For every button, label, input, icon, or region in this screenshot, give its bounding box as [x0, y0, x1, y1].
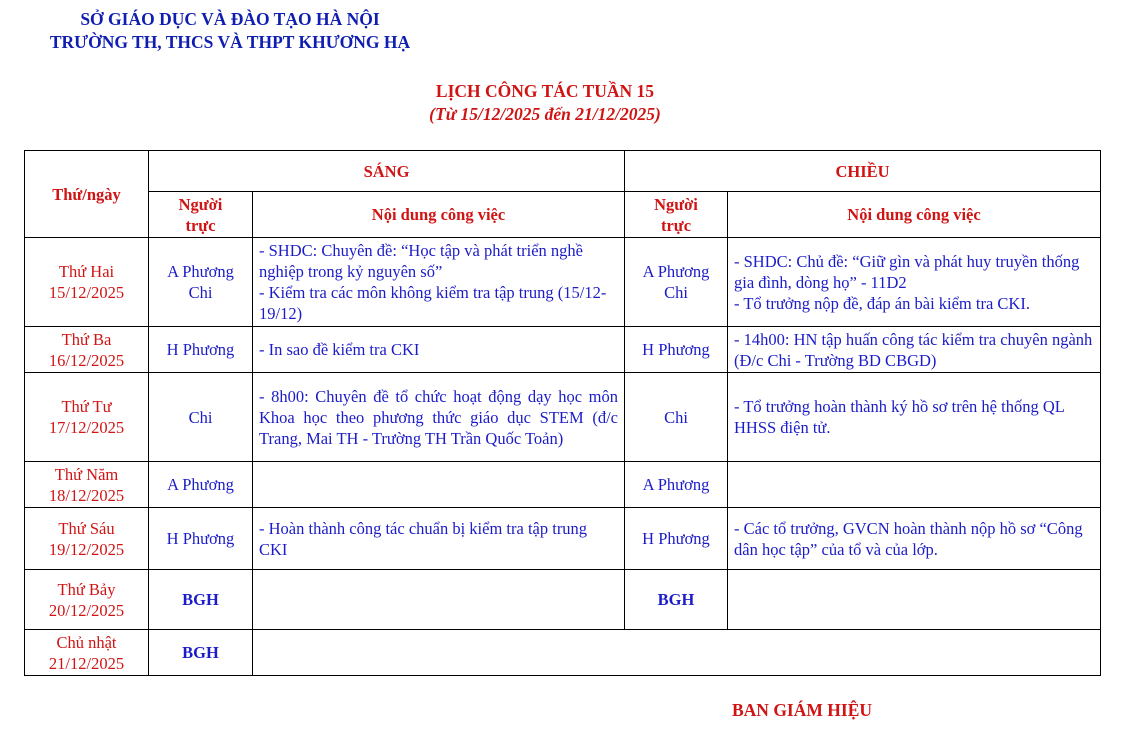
day-name: Thứ Sáu [58, 518, 115, 538]
header-pm-duty [625, 192, 728, 238]
am-duty-cell [149, 238, 253, 327]
day-cell [25, 327, 149, 373]
day-name: Thứ Bảy [57, 579, 116, 599]
schedule-table [24, 150, 1101, 676]
am-duty-cell: H Phương [149, 508, 253, 570]
table-row [25, 462, 1101, 508]
day-date: 15/12/2025 [48, 283, 125, 302]
day-date: 16/12/2025 [48, 350, 125, 370]
am-task-cell [253, 570, 625, 630]
table-row [25, 570, 1101, 630]
task-item: - In sao đề kiểm tra CKI [259, 340, 420, 359]
task-item: - SHDC: Chuyên đề: “Học tập và phát triển nghề nghiệp trong kỷ nguyên số” [259, 241, 583, 281]
table-row [25, 327, 1101, 373]
duty-person: Chi [188, 283, 213, 302]
task-item: - 14h00: HN tập huấn công tác kiểm tra chuyên ngành (Đ/c Chi - Trường BD CBGD) [734, 329, 1093, 370]
pm-task-cell [728, 462, 1101, 508]
school-name: TRƯỜNG TH, THCS VÀ THPT KHƯƠNG HẠ [49, 32, 411, 52]
pm-duty-cell: H Phương [625, 327, 728, 373]
header-duty-line: trực [185, 215, 216, 235]
duty-person: A Phương [167, 262, 234, 281]
day-name: Chủ nhật [56, 632, 117, 652]
task-item: - Tổ trưởng nộp đề, đáp án bài kiểm tra CKI. [734, 293, 1030, 313]
table-row [25, 373, 1101, 462]
day-date: 21/12/2025 [48, 653, 125, 673]
duty-person: Chi [664, 283, 688, 302]
document-subtitle: (Từ 15/12/2025 đến 21/12/2025) [429, 104, 661, 124]
pm-task-cell [728, 508, 1101, 570]
task-item: - Các tổ trưởng, GVCN hoàn thành nộp hồ sơ “Công dân học tập” của tổ và của lớp. [734, 518, 1083, 559]
header-am-task: Nội dung công việc [253, 192, 625, 238]
pm-duty-cell: Chi [625, 373, 728, 462]
task-item: - Tổ trưởng hoàn thành ký hồ sơ trên hệ thống QL HHSS điện tử. [734, 397, 1065, 437]
day-cell [25, 508, 149, 570]
day-date: 20/12/2025 [48, 600, 125, 620]
task-item: - Hoàn thành công tác chuẩn bị kiểm tra tập trung CKI [259, 518, 588, 559]
table-row [25, 630, 1101, 676]
am-task-cell [253, 462, 625, 508]
am-duty-cell: Chi [149, 373, 253, 462]
table-row [25, 238, 1101, 327]
pm-task-cell [728, 570, 1101, 630]
task-item: - 8h00: Chuyên đề tổ chức hoạt động dạy học môn Khoa học theo phương thức giáo dục STEM (đ/c Trang, Mai TH - Trường TH Trần Quốc Toản) [259, 386, 618, 448]
header-pm-task: Nội dung công việc [728, 192, 1101, 238]
pm-duty-cell: BGH [625, 570, 728, 630]
task-item: - SHDC: Chủ đề: “Giữ gìn và phát huy truyền thống gia đình, dòng họ” - 11D2 [734, 251, 1080, 292]
header-day: Thứ/ngày [25, 151, 149, 238]
header-duty-line: Người [178, 194, 223, 214]
am-task-cell [253, 238, 625, 327]
day-date: 19/12/2025 [48, 539, 125, 559]
day-name: Thứ Ba [61, 329, 112, 349]
day-cell [25, 462, 149, 508]
pm-task-cell [728, 327, 1101, 373]
pm-task-cell [728, 373, 1101, 462]
am-task-cell [253, 373, 625, 462]
header-duty-line: trực [660, 215, 692, 235]
signature-title: BAN GIÁM HIỆU [732, 700, 873, 720]
header-morning: SÁNG [149, 151, 625, 192]
am-duty-cell: H Phương [149, 327, 253, 373]
document-header [0, 8, 460, 54]
day-name: Thứ Tư [61, 397, 112, 416]
day-cell [25, 238, 149, 327]
header-duty-line: Người [654, 194, 698, 214]
task-item: - Kiểm tra các môn không kiểm tra tập trung (15/12-19/12) [259, 283, 607, 323]
pm-duty-cell: H Phương [625, 508, 728, 570]
day-date: 18/12/2025 [48, 485, 125, 505]
am-duty-cell: BGH [149, 570, 253, 630]
day-name: Thứ Hai [58, 262, 115, 281]
pm-duty-cell [625, 238, 728, 327]
day-name: Thứ Năm [54, 464, 119, 484]
pm-duty-cell: A Phương [625, 462, 728, 508]
pm-task-cell [728, 238, 1101, 327]
document-title: LỊCH CÔNG TÁC TUẦN 15 [435, 81, 655, 101]
header-am-duty [149, 192, 253, 238]
day-cell [25, 373, 149, 462]
am-task-cell [253, 327, 625, 373]
day-cell [25, 630, 149, 676]
department-name: SỞ GIÁO DỤC VÀ ĐÀO TẠO HÀ NỘI [80, 9, 380, 29]
merged-task-cell [253, 630, 1101, 676]
table-row [25, 508, 1101, 570]
duty-person: A Phương [642, 262, 710, 281]
day-date: 17/12/2025 [48, 418, 125, 437]
am-duty-cell: A Phương [149, 462, 253, 508]
am-duty-cell: BGH [149, 630, 253, 676]
header-afternoon: CHIỀU [625, 151, 1101, 192]
am-task-cell [253, 508, 625, 570]
day-cell [25, 570, 149, 630]
